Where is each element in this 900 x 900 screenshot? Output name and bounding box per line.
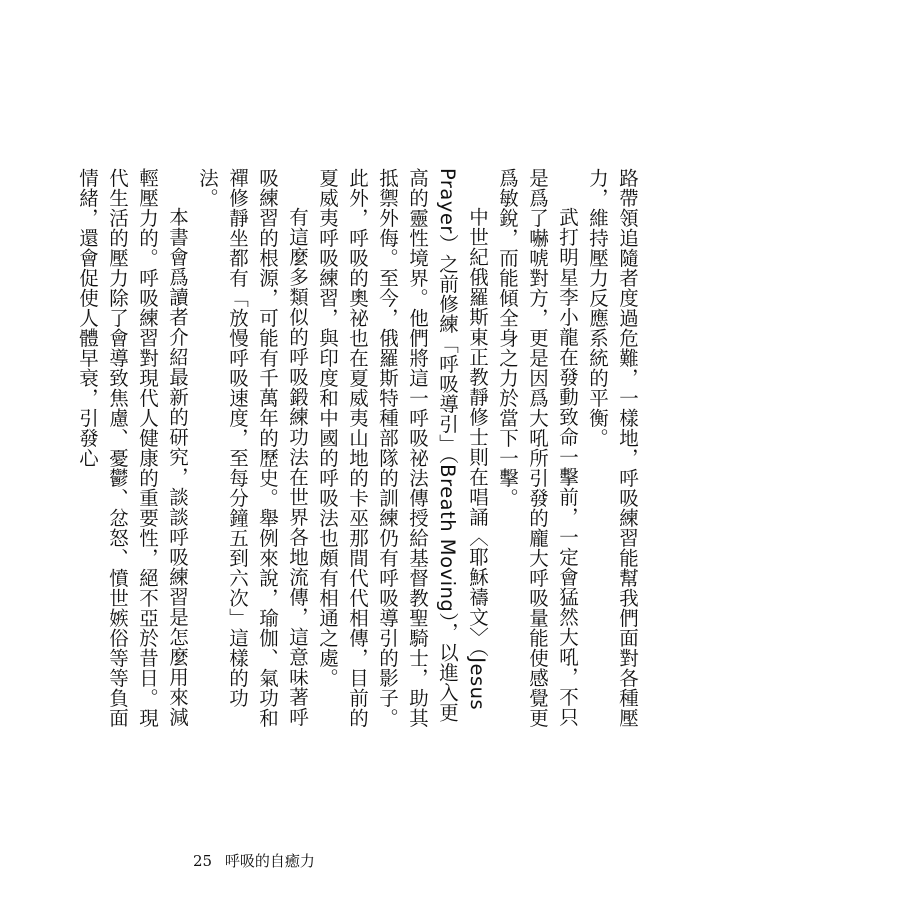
paragraph-1: 路帶領追隨者度過危難，一樣地，呼吸練習能幫我們面對各種壓力，維持壓力反應系統的平衡。 bbox=[586, 168, 639, 728]
running-title: 呼吸的自癒力 bbox=[224, 852, 315, 870]
vertical-text-body bbox=[72, 168, 642, 728]
paragraph-4: 有這麼多類似的呼吸鍛練功法在世界各地流傳，這意味著呼吸練習的根源，可能有千萬年的歷史。舉例來說，瑜伽、氣功和禪修靜坐都有「放慢呼吸速度，至每分鐘五到六次」這樣的功法。 bbox=[196, 168, 309, 728]
page-number: 25 bbox=[193, 852, 213, 870]
paragraph-5: 本書會爲讀者介紹最新的研究，談談呼吸練習是怎麼用來減輕壓力的。呼吸練習對現代人健康的重要性，絕不亞於昔日。現代生活的壓力除了會導致焦慮、憂鬱、忿怒、憤世嫉俗等等負面情緒，還會促使人體早衰，引發心 bbox=[76, 168, 189, 728]
page-footer bbox=[193, 850, 315, 871]
paragraph-2: 武打明星李小龍在發動致命一擊前，一定會猛然大吼，不只是爲了嚇唬對方，更是因爲大吼所引發的龐大呼吸量能使感覺更爲敏銳，而能傾全身之力於當下一擊。 bbox=[496, 168, 579, 728]
paragraph-3: 中世紀俄羅斯東正教靜修士則在唱誦〈耶穌禱文〉（Jesus Prayer）之前修練「呼吸導引」（Breath Moving），以進入更高的靈性境界。他們將這一呼吸祕法傳授給基督教聖騎士，助其抵禦外侮。至今，俄羅斯特種部隊的訓練仍有呼吸導引的影子。此外，呼吸的奧祕也在夏威夷山地的卡巫那間代代相傳，目前的夏威夷呼吸練習，與印度和中國的呼吸法也頗有相通之處。 bbox=[316, 168, 489, 728]
